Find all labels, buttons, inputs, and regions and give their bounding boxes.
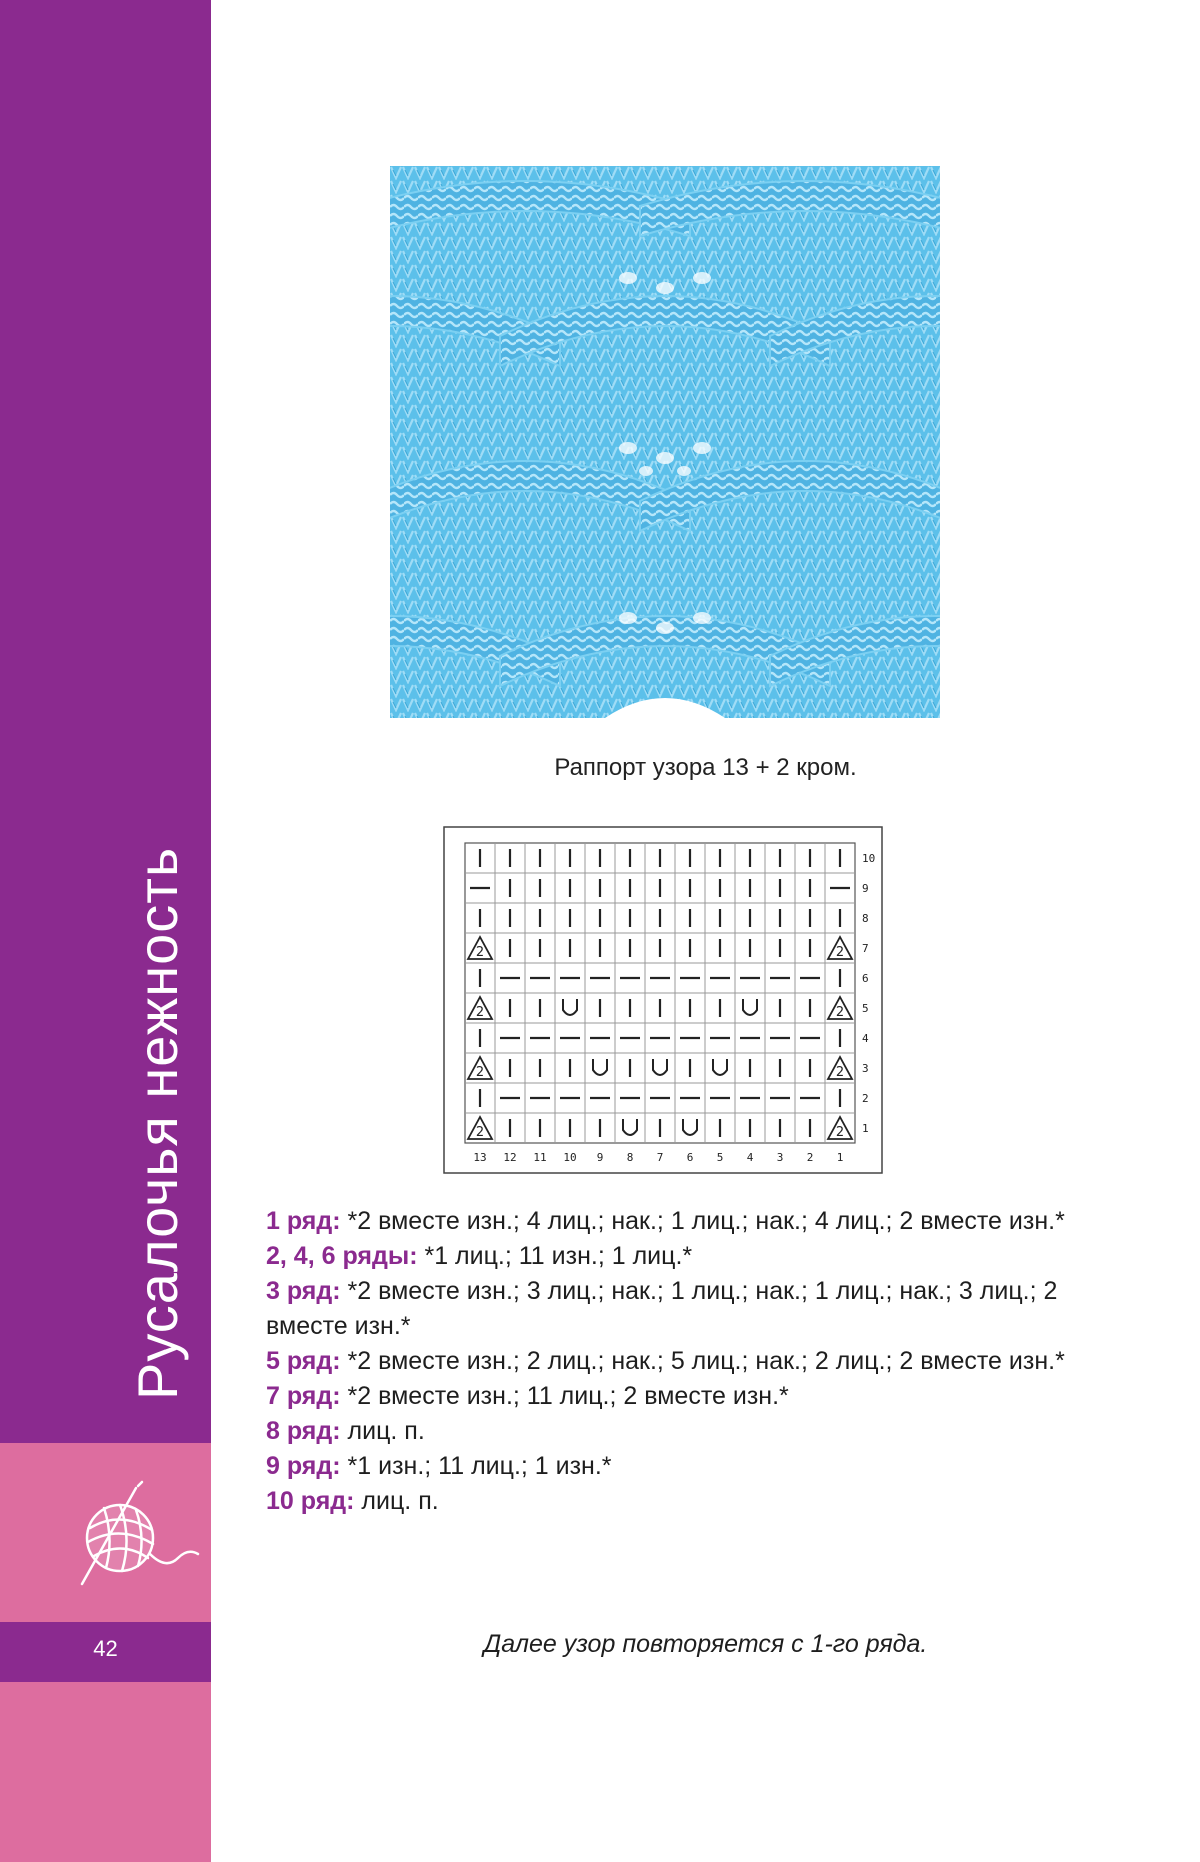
column-number-label: 10	[563, 1151, 577, 1164]
row-number-label: 10	[862, 852, 876, 865]
purl-two-together-label: 2	[475, 1065, 485, 1080]
purl-two-together-label: 2	[475, 1005, 485, 1020]
column-number-label: 5	[716, 1151, 724, 1164]
sidebar	[0, 0, 211, 1862]
column-number-label: 1	[836, 1151, 844, 1164]
knitting-chart	[443, 826, 883, 1174]
row-number-label: 2	[862, 1092, 869, 1105]
instruction-row-9: 9 ряд: *1 изн.; 11 лиц.; 1 изн.*	[266, 1452, 612, 1480]
row-number-label: 9	[862, 882, 869, 895]
row-number-label: 8	[862, 912, 869, 925]
column-number-label: 7	[656, 1151, 664, 1164]
instruction-row-8: 8 ряд: лиц. п.	[266, 1417, 425, 1445]
column-number-label: 6	[686, 1151, 694, 1164]
instruction-row-10: 10 ряд: лиц. п.	[266, 1487, 439, 1515]
purl-two-together-label: 2	[475, 1125, 485, 1140]
row-number-label: 6	[862, 972, 869, 985]
page-title: Русалочья нежность	[126, 846, 189, 1400]
column-number-label: 12	[503, 1151, 517, 1164]
row-number-label: 1	[862, 1122, 869, 1135]
row-number-label: 7	[862, 942, 869, 955]
row-instructions	[266, 1204, 1076, 1519]
title-container	[0, 0, 211, 1443]
knitted-sample-photo	[390, 166, 940, 718]
column-number-label: 3	[776, 1151, 784, 1164]
instruction-row-3: 3 ряд: *2 вместе изн.; 3 лиц.; нак.; 1 лиц.; нак.; 1 лиц.; нак.; 3 лиц.; 2 вместе изн.*	[266, 1277, 1058, 1340]
repeat-note: Далее узор повторяется с 1-го ряда.	[483, 1630, 928, 1658]
row-number-label: 4	[862, 1032, 869, 1045]
purl-two-together-label: 2	[835, 1065, 845, 1080]
purl-two-together-label: 2	[835, 1005, 845, 1020]
knitting-chart-grid	[443, 826, 883, 1174]
row-number-label: 5	[862, 1002, 869, 1015]
instruction-row-7: 7 ряд: *2 вместе изн.; 11 лиц.; 2 вместе изн.*	[266, 1382, 789, 1410]
instruction-row-5: 5 ряд: *2 вместе изн.; 2 лиц.; нак.; 5 лиц.; нак.; 2 лиц.; 2 вместе изн.*	[266, 1347, 1065, 1375]
purl-two-together-label: 2	[475, 945, 485, 960]
column-number-label: 9	[596, 1151, 604, 1164]
row-number-label: 3	[862, 1062, 869, 1075]
column-number-label: 11	[533, 1151, 547, 1164]
column-number-label: 2	[806, 1151, 814, 1164]
yarn-ball-with-hook-icon	[74, 1480, 204, 1592]
purl-two-together-label: 2	[835, 1125, 845, 1140]
column-number-label: 13	[473, 1151, 487, 1164]
purl-two-together-label: 2	[835, 945, 845, 960]
column-number-label: 8	[626, 1151, 634, 1164]
page-number: 42	[93, 1636, 118, 1661]
pattern-repeat-caption: Раппорт узора 13 + 2 кром.	[554, 754, 857, 781]
column-number-label: 4	[746, 1151, 754, 1164]
instruction-row-1: 1 ряд: *2 вместе изн.; 4 лиц.; нак.; 1 лиц.; нак.; 4 лиц.; 2 вместе изн.*	[266, 1207, 1065, 1235]
instruction-rows-2-4-6: 2, 4, 6 ряды: *1 лиц.; 11 изн.; 1 лиц.*	[266, 1242, 693, 1270]
